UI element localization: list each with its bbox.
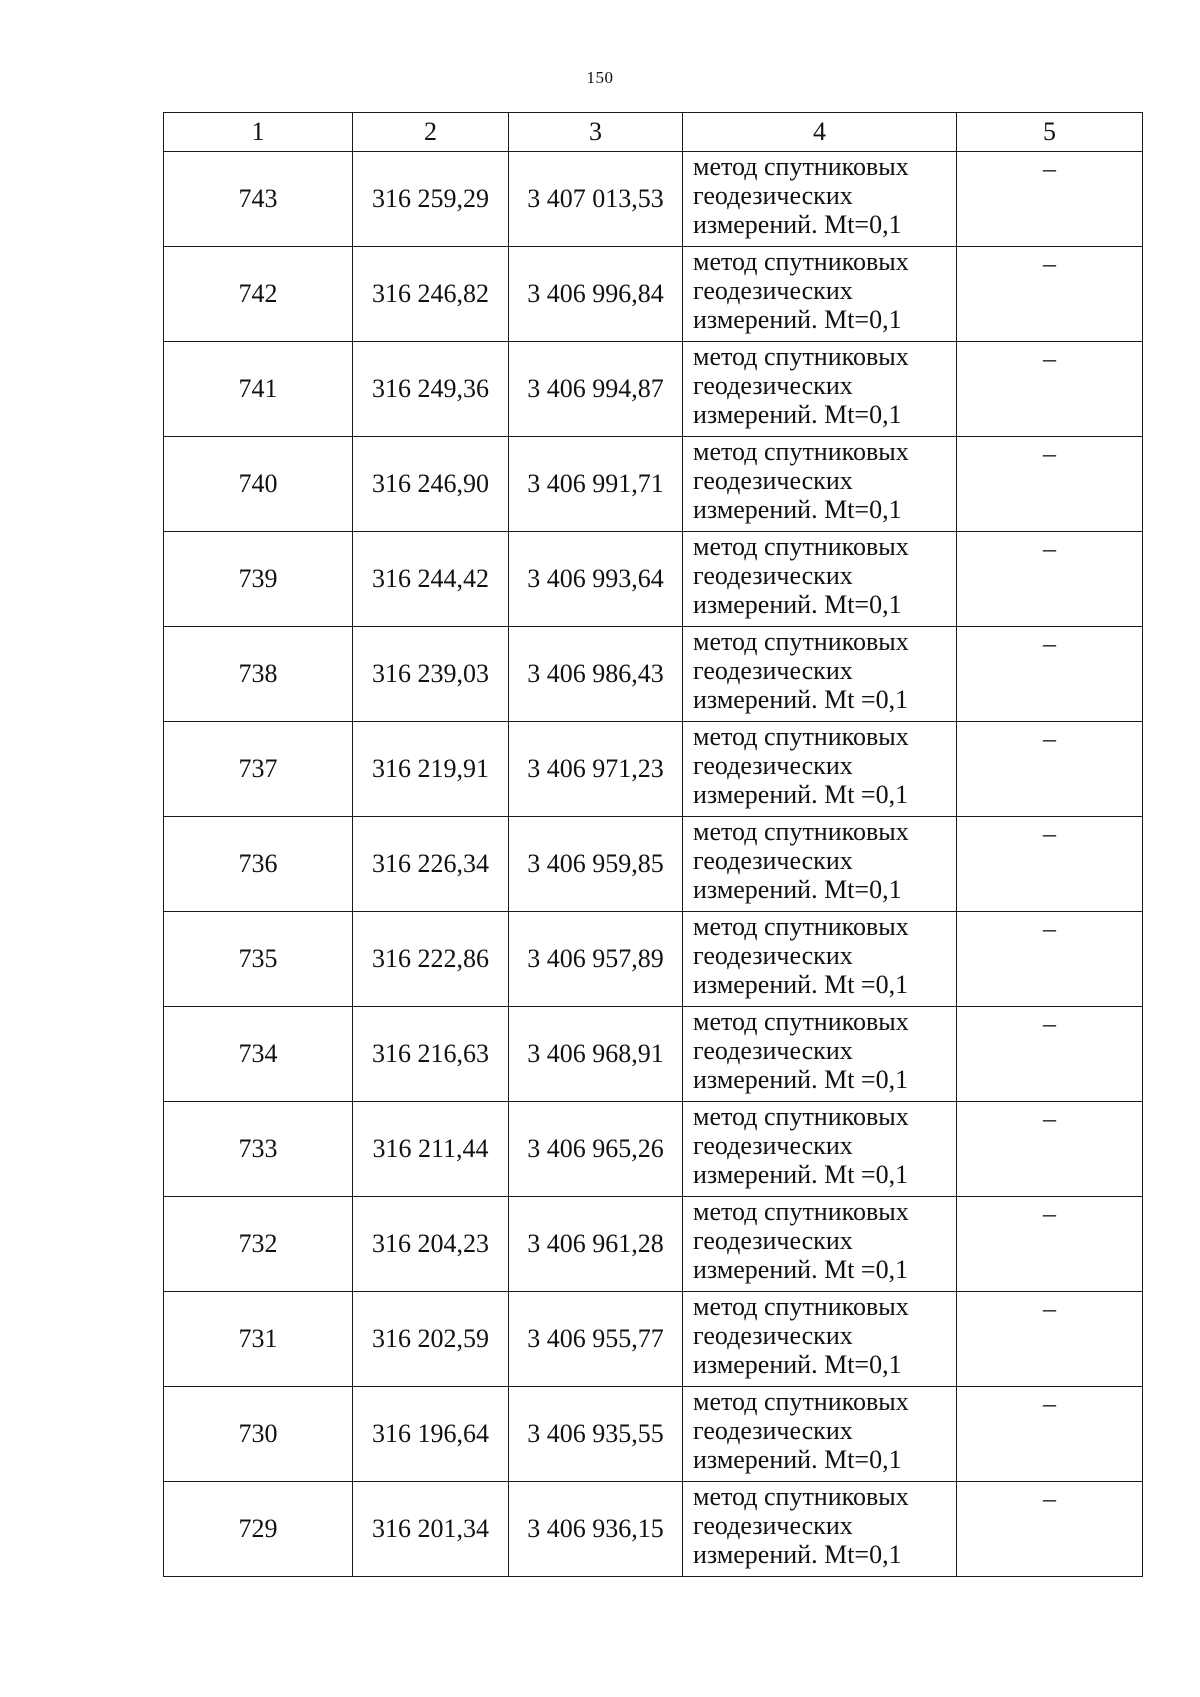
method-cell (683, 152, 957, 247)
table-row (164, 1007, 1143, 1102)
y-coordinate-cell: 3 406 993,64 (509, 532, 683, 627)
table-row (164, 1387, 1143, 1482)
note-cell: – (957, 247, 1143, 342)
page-number: 150 (586, 68, 614, 87)
note-cell: – (957, 1482, 1143, 1577)
point-number-cell: 734 (164, 1007, 353, 1102)
x-coordinate-cell: 316 239,03 (353, 627, 509, 722)
column-header-5: 5 (957, 113, 1143, 152)
method-text-line: измерений. Mt=0,1 (693, 495, 902, 524)
x-coordinate-cell: 316 204,23 (353, 1197, 509, 1292)
method-text-line: измерений. Mt =0,1 (693, 780, 909, 809)
method-text-line: метод спутниковых (693, 342, 909, 371)
method-cell (683, 342, 957, 437)
table-row (164, 627, 1143, 722)
method-text-line: геодезических (693, 371, 853, 400)
note-cell: – (957, 1387, 1143, 1482)
method-text-line: метод спутниковых (693, 627, 909, 656)
method-text-line: измерений. Mt=0,1 (693, 400, 902, 429)
note-cell: – (957, 152, 1143, 247)
method-text-line: геодезических (693, 1131, 853, 1160)
point-number-cell: 732 (164, 1197, 353, 1292)
table-row (164, 1197, 1143, 1292)
y-coordinate-cell: 3 406 968,91 (509, 1007, 683, 1102)
method-text-line: метод спутниковых (693, 1387, 909, 1416)
table-body (164, 152, 1143, 1577)
method-text-line: геодезических (693, 1416, 853, 1445)
method-cell (683, 722, 957, 817)
x-coordinate-cell: 316 219,91 (353, 722, 509, 817)
table-row (164, 912, 1143, 1007)
y-coordinate-cell: 3 406 971,23 (509, 722, 683, 817)
method-text-line: метод спутниковых (693, 1482, 909, 1511)
y-coordinate-cell: 3 406 959,85 (509, 817, 683, 912)
y-coordinate-cell: 3 406 986,43 (509, 627, 683, 722)
x-coordinate-cell: 316 201,34 (353, 1482, 509, 1577)
method-text-line: геодезических (693, 1511, 853, 1540)
y-coordinate-cell: 3 406 991,71 (509, 437, 683, 532)
y-coordinate-cell: 3 406 936,15 (509, 1482, 683, 1577)
note-cell: – (957, 1007, 1143, 1102)
method-text-line: метод спутниковых (693, 532, 909, 561)
point-number-cell: 735 (164, 912, 353, 1007)
method-text-line: метод спутниковых (693, 1197, 909, 1226)
method-text-line: геодезических (693, 276, 853, 305)
note-cell: – (957, 722, 1143, 817)
y-coordinate-cell: 3 407 013,53 (509, 152, 683, 247)
method-text-line: метод спутниковых (693, 152, 909, 181)
y-coordinate-cell: 3 406 965,26 (509, 1102, 683, 1197)
method-text-line: измерений. Mt=0,1 (693, 1540, 902, 1569)
note-cell: – (957, 627, 1143, 722)
y-coordinate-cell: 3 406 996,84 (509, 247, 683, 342)
method-text-line: измерений. Mt=0,1 (693, 1350, 902, 1379)
method-text-line: геодезических (693, 561, 853, 590)
x-coordinate-cell: 316 222,86 (353, 912, 509, 1007)
x-coordinate-cell: 316 202,59 (353, 1292, 509, 1387)
method-cell (683, 437, 957, 532)
y-coordinate-cell: 3 406 935,55 (509, 1387, 683, 1482)
method-text-line: измерений. Mt=0,1 (693, 1445, 902, 1474)
method-text-line: измерений. Mt =0,1 (693, 1065, 909, 1094)
table-row (164, 1292, 1143, 1387)
method-text-line: метод спутниковых (693, 722, 909, 751)
method-cell (683, 1197, 957, 1292)
point-number-cell: 737 (164, 722, 353, 817)
method-cell (683, 1482, 957, 1577)
table-row (164, 532, 1143, 627)
point-number-cell: 738 (164, 627, 353, 722)
column-header-1: 1 (164, 113, 353, 152)
method-text-line: метод спутниковых (693, 437, 909, 466)
table-header-row (164, 113, 1143, 152)
method-cell (683, 1292, 957, 1387)
x-coordinate-cell: 316 211,44 (353, 1102, 509, 1197)
method-text-line: метод спутниковых (693, 912, 909, 941)
coordinates-table (163, 112, 1143, 1577)
method-cell (683, 532, 957, 627)
method-text-line: измерений. Mt =0,1 (693, 685, 909, 714)
method-text-line: геодезических (693, 466, 853, 495)
method-text-line: геодезических (693, 846, 853, 875)
note-cell: – (957, 342, 1143, 437)
y-coordinate-cell: 3 406 961,28 (509, 1197, 683, 1292)
x-coordinate-cell: 316 246,82 (353, 247, 509, 342)
method-text-line: геодезических (693, 751, 853, 780)
method-text-line: геодезических (693, 656, 853, 685)
point-number-cell: 743 (164, 152, 353, 247)
method-cell (683, 627, 957, 722)
method-text-line: геодезических (693, 941, 853, 970)
table-row (164, 1102, 1143, 1197)
table-row (164, 247, 1143, 342)
method-text-line: измерений. Mt =0,1 (693, 970, 909, 999)
note-cell: – (957, 1292, 1143, 1387)
point-number-cell: 742 (164, 247, 353, 342)
table-row (164, 437, 1143, 532)
method-cell (683, 912, 957, 1007)
method-cell (683, 1102, 957, 1197)
method-text-line: геодезических (693, 181, 853, 210)
table-row (164, 722, 1143, 817)
x-coordinate-cell: 316 196,64 (353, 1387, 509, 1482)
method-cell (683, 817, 957, 912)
y-coordinate-cell: 3 406 955,77 (509, 1292, 683, 1387)
note-cell: – (957, 1197, 1143, 1292)
y-coordinate-cell: 3 406 994,87 (509, 342, 683, 437)
column-header-2: 2 (353, 113, 509, 152)
method-text-line: измерений. Mt =0,1 (693, 1160, 909, 1189)
method-text-line: метод спутниковых (693, 1007, 909, 1036)
note-cell: – (957, 437, 1143, 532)
table-row (164, 152, 1143, 247)
method-cell (683, 1387, 957, 1482)
method-text-line: измерений. Mt=0,1 (693, 875, 902, 904)
point-number-cell: 740 (164, 437, 353, 532)
method-text-line: геодезических (693, 1036, 853, 1065)
note-cell: – (957, 817, 1143, 912)
column-header-4: 4 (683, 113, 957, 152)
point-number-cell: 733 (164, 1102, 353, 1197)
method-text-line: измерений. Mt=0,1 (693, 210, 902, 239)
x-coordinate-cell: 316 244,42 (353, 532, 509, 627)
point-number-cell: 730 (164, 1387, 353, 1482)
point-number-cell: 729 (164, 1482, 353, 1577)
method-text-line: измерений. Mt =0,1 (693, 1255, 909, 1284)
method-text-line: геодезических (693, 1226, 853, 1255)
table-row (164, 817, 1143, 912)
x-coordinate-cell: 316 216,63 (353, 1007, 509, 1102)
method-text-line: измерений. Mt=0,1 (693, 305, 902, 334)
x-coordinate-cell: 316 226,34 (353, 817, 509, 912)
point-number-cell: 731 (164, 1292, 353, 1387)
method-cell (683, 247, 957, 342)
method-text-line: метод спутниковых (693, 247, 909, 276)
method-text-line: метод спутниковых (693, 817, 909, 846)
point-number-cell: 739 (164, 532, 353, 627)
point-number-cell: 736 (164, 817, 353, 912)
point-number-cell: 741 (164, 342, 353, 437)
method-text-line: метод спутниковых (693, 1292, 909, 1321)
x-coordinate-cell: 316 249,36 (353, 342, 509, 437)
column-header-3: 3 (509, 113, 683, 152)
method-text-line: геодезических (693, 1321, 853, 1350)
method-text-line: метод спутниковых (693, 1102, 909, 1131)
note-cell: – (957, 1102, 1143, 1197)
table-row (164, 1482, 1143, 1577)
y-coordinate-cell: 3 406 957,89 (509, 912, 683, 1007)
table-row (164, 342, 1143, 437)
method-text-line: измерений. Mt=0,1 (693, 590, 902, 619)
x-coordinate-cell: 316 259,29 (353, 152, 509, 247)
method-cell (683, 1007, 957, 1102)
x-coordinate-cell: 316 246,90 (353, 437, 509, 532)
note-cell: – (957, 532, 1143, 627)
note-cell: – (957, 912, 1143, 1007)
